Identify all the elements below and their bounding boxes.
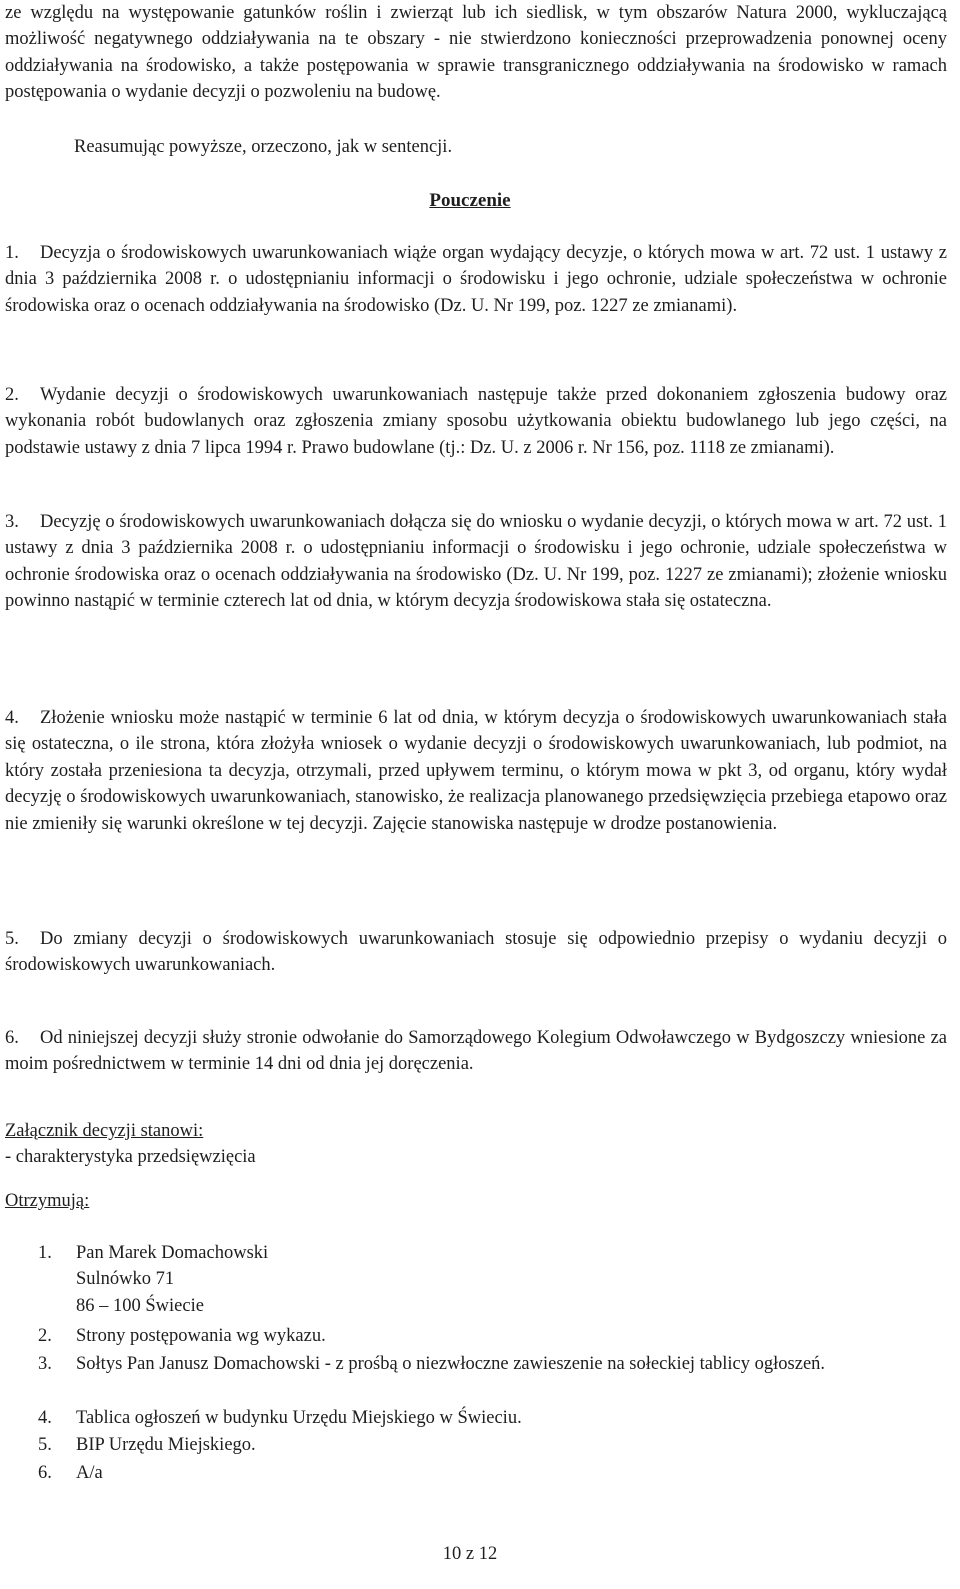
recipient-name: Pan Marek Domachowski [76,1243,269,1263]
recipient-number: 5. [38,1435,52,1455]
instruction-text [5,509,947,615]
recipients-title: Otrzymują: [5,1191,90,1211]
recipient-text: Strony postępowania wg wykazu. [76,1326,326,1346]
recipient-text: BIP Urzędu Miejskiego. [76,1435,256,1455]
recipient-number: 4. [38,1408,52,1428]
instruction-item-5 [5,926,947,979]
instruction-heading: Pouczenie [429,190,511,211]
recipient-address-street: Sulnówko 71 [76,1269,175,1290]
recipient-text [76,1240,948,1319]
instruction-number: 2. [5,385,19,405]
attachment-title: Załącznik decyzji stanowi: [5,1121,204,1141]
instruction-text [5,926,947,979]
instruction-text [5,705,947,837]
summary-line: Reasumując powyższe, orzeczono, jak w sentencji. [74,137,453,157]
instruction-body: Do zmiany decyzji o środowiskowych uwarunkowaniach stosuje się odpowiednio przepisy o wydaniu decyzji o środowiskowych uwarunkowaniach. [5,929,947,976]
instruction-text [5,382,947,461]
instruction-number: 3. [5,512,19,532]
instruction-item-2 [5,382,947,461]
recipient-number: 2. [38,1326,52,1346]
instruction-item-6 [5,1025,947,1078]
instruction-item-1 [5,240,947,319]
instruction-number: 6. [5,1028,19,1048]
recipient-address-city: 86 – 100 Świecie [76,1295,204,1316]
instruction-body: Decyzja o środowiskowych uwarunkowaniach wiąże organ wydający decyzje, o których mowa w art. 72 ust. 1 ustawy z dnia 3 października 2008 r. o udostępnianiu informacji o środowisku i jego ochronie, udziale społeczeństwa w ochronie środowiska oraz o ocenach oddziaływania na środowisko (Dz. U. Nr 199, poz. 1227 ze zmianami). [5,243,947,316]
instruction-body: Od niniejszej decyzji służy stronie odwołanie do Samorządowego Kolegium Odwoławczego w Bydgoszczy wniesione za moim pośrednictwem w terminie 14 dni od dnia jej doręczenia. [5,1028,947,1075]
instruction-body: Wydanie decyzji o środowiskowych uwarunkowaniach następuje także przed dokonaniem zgłoszenia budowy oraz wykonania robót budowlanych oraz zgłoszenia zmiany sposobu użytkowania obiektu budowlanego lub jego części, na podstawie ustawy z dnia 7 lipca 1994 r. Prawo budowlane (tj.: Dz. U. z 2006 r. Nr 156, poz. 1118 ze zmianami). [5,385,947,458]
recipient-number: 6. [38,1463,52,1483]
page-number: 10 z 12 [442,1544,498,1564]
attachment-line: - charakterystyka przedsięwzięcia [5,1147,256,1167]
instruction-item-3 [5,509,947,615]
recipient-number: 1. [38,1243,52,1263]
instruction-number: 5. [5,929,19,949]
instruction-number: 4. [5,708,19,728]
instruction-body: Decyzję o środowiskowych uwarunkowaniach dołącza się do wniosku o wydanie decyzji, o których mowa w art. 72 ust. 1 ustawy z dnia 3 października 2008 r. o udostępnianiu informacji o środowisku i jego ochronie, udziale społeczeństwa w ochronie środowiska oraz o ocenach oddziaływania na środowisko (Dz. U. Nr 199, poz. 1227 ze zmianami); złożenie wniosku powinno nastąpić w terminie czterech lat od dnia, w którym decyzja środowiskowa stała się ostateczna. [5,512,947,612]
instruction-number: 1. [5,243,19,263]
recipient-text: A/a [76,1463,103,1483]
instruction-text [5,240,947,319]
recipient-text: Tablica ogłoszeń w budynku Urzędu Miejskiego w Świeciu. [76,1408,522,1428]
instruction-text [5,1025,947,1078]
instruction-body: Złożenie wniosku może nastąpić w terminie 6 lat od dnia, w którym decyzja o środowiskowych uwarunkowaniach stała się ostateczna, o ile strona, która złożyła wniosek o wydanie decyzji o środowiskowych uwarunkowaniach, lub podmiot, na który została przeniesiona ta decyzja, otrzymali, przed upływem terminu, o którym mowa w pkt 3, od organu, który wydał decyzję o środowiskowych uwarunkowaniach, stanowisko, że realizacja planowanego przedsięwzięcia przebiega etapowo oraz nie zmieniły się warunki określone w tej decyzji. Zajęcie stanowiska następuje w drodze postanowienia. [5,708,947,834]
instruction-item-4 [5,705,947,837]
intro-paragraph: ze względu na występowanie gatunków roślin i zwierząt lub ich siedlisk, w tym obszarów Natura 2000, wykluczającą możliwość negatywnego oddziaływania na te obszary - nie stwierdzono konieczności przeprowadzenia ponownej oceny oddziaływania na środowisko, a także postępowania w sprawie transgranicznego oddziaływania na środowisko w ramach postępowania o wydanie decyzji o pozwoleniu na budowę. [5,3,947,103]
recipient-number: 3. [38,1354,52,1374]
recipient-text: Sołtys Pan Janusz Domachowski - z prośbą o niezwłoczne zawieszenie na sołeckiej tablicy ogłoszeń. [76,1354,826,1374]
